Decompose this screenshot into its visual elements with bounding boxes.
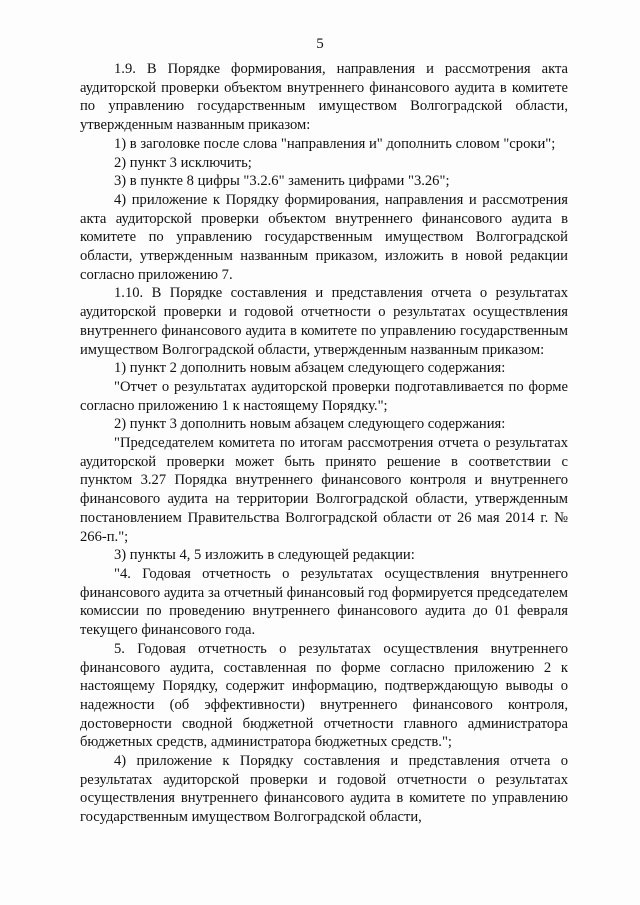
paragraph-1-10-item-4: 4) приложение к Порядку составления и представления отчета о результатах аудиторской проверки и годовой отчетности о результатах осуществления внутреннего финансового аудита в комитете по управлению государственным имуществом Волгоградской области, bbox=[80, 753, 568, 826]
quoted-point-5: 5. Годовая отчетность о результатах осуществления внутреннего финансового аудита, составленная по форме согласно приложению 2 к настоящему Порядку, содержит информацию, подтверждающую выводы о надежности (об эффективности) внутреннего финансового контроля, достоверности сводной бюджетной отчетности главного администратора бюджетных средств, администратора бюджетных средств."; bbox=[80, 640, 568, 751]
document-body bbox=[80, 60, 568, 827]
paragraph-1-10-item-3: 3) пункты 4, 5 изложить в следующей редакции: bbox=[114, 547, 415, 564]
quoted-text-2: "Председателем комитета по итогам рассмотрения отчета о результатах аудиторской проверки может быть принято решение в соответствии с пунктом 3.27 Порядка внутреннего финансового контроля и внутреннего финансового аудита на территории Волгоградской области, утвержденным постановлением Правительства Волгоградской области от 26 мая 2014 г. № 266-п."; bbox=[80, 435, 568, 545]
paragraph-1-10-item-2: 2) пункт 3 дополнить новым абзацем следующего содержания: bbox=[114, 416, 506, 433]
paragraph-1-9-item-1: 1) в заголовке после слова "направления и" дополнить словом "сроки"; bbox=[114, 135, 556, 152]
quoted-point-4: "4. Годовая отчетность о результатах осуществления внутреннего финансового аудита за отчетный финансовый год формируется председателем комиссии по проведению внутреннего финансового аудита до 01 февраля текущего финансового года. bbox=[80, 565, 568, 639]
paragraph-1-10: 1.10. В Порядке составления и представления отчета о результатах аудиторской проверки и годовой отчетности о результатах осуществления внутреннего финансового аудита в комитете по управлению государственным имуществом Волгоградской области, утвержденным названным приказом: bbox=[80, 285, 568, 358]
paragraph-1-10-item-1: 1) пункт 2 дополнить новым абзацем следующего содержания: bbox=[114, 360, 506, 377]
paragraph-1-9-item-2: 2) пункт 3 исключить; bbox=[114, 154, 252, 171]
page-number: 5 bbox=[316, 36, 324, 52]
paragraph-1-9-item-3: 3) в пункте 8 цифры "3.2.6" заменить цифрами "3.26"; bbox=[114, 173, 450, 190]
quoted-text-1: "Отчет о результатах аудиторской проверки подготавливается по форме согласно приложению 1 к настоящему Порядку."; bbox=[80, 378, 568, 414]
paragraph-1-9: 1.9. В Порядке формирования, направления и рассмотрения акта аудиторской проверки объектом внутреннего финансового аудита в комитете по управлению государственным имуществом Волгоградской области, утвержденным названным приказом: bbox=[80, 61, 568, 134]
paragraph-1-9-item-4: 4) приложение к Порядку формирования, направления и рассмотрения акта аудиторской проверки объектом внутреннего финансового аудита в комитете по управлению государственным имуществом Волгоградской области, утвержденным названным приказом, изложить в новой редакции согласно приложению 7. bbox=[80, 191, 568, 283]
